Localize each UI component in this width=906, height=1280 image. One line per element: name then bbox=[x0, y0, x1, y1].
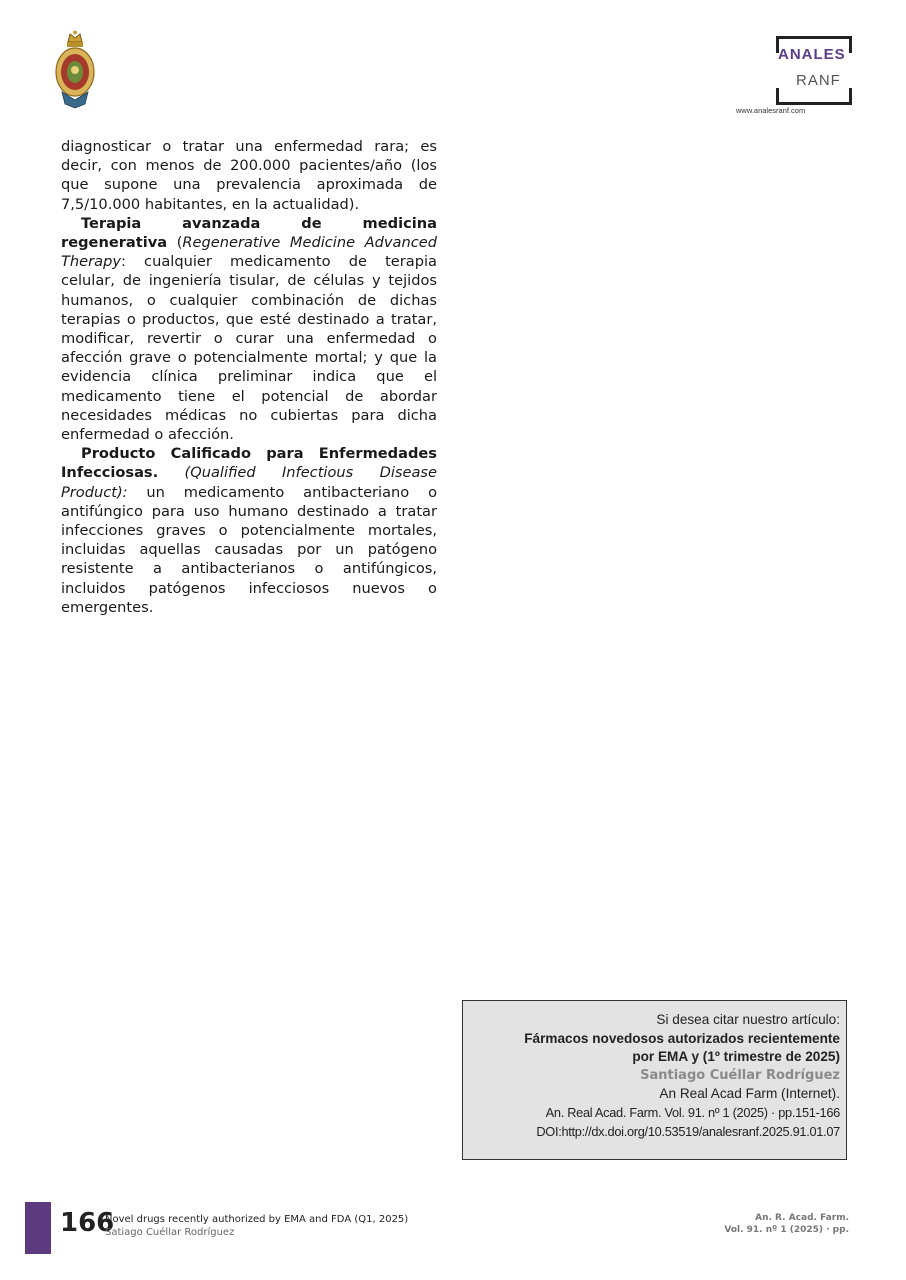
anales-ranf-logo bbox=[736, 34, 856, 120]
definition-qidp: un medicamento antibacteriano o antifúngico para uso humano destinado a tratar infecciones graves o potencialmente mortales, incluidas aquellas causadas por un patógeno resistente a antibacterianos o antifúngicos, incluidos patógenos infecciosos nuevos o emergentes. bbox=[61, 483, 437, 616]
citation-reference: An. Real Acad. Farm. Vol. 91. nº 1 (2025) · pp.151-166 bbox=[545, 1104, 840, 1120]
term-qidp: Producto Calificado para Enfermedades Infecciosas. bbox=[61, 445, 437, 482]
citation-title-line1: Fármacos novedosos autorizados recientemente bbox=[524, 1030, 840, 1046]
page-number: 166 bbox=[60, 1208, 115, 1238]
citation-journal: An Real Acad Farm (Internet). bbox=[659, 1086, 840, 1102]
citation-box bbox=[462, 1000, 847, 1160]
term-rmat-english: Regenerative Medicine Advanced Therapy bbox=[61, 234, 437, 271]
logo-text-anales: ANALES bbox=[778, 46, 846, 63]
paragraph-rare-disease: diagnosticar o tratar una enfermedad rara; es decir, con menos de 200.000 pacientes/año (los que supone una prevalencia aproximada de 7,5/10.000 habitantes, en la actualidad). bbox=[61, 138, 437, 213]
citation-author: Santiago Cuéllar Rodríguez bbox=[640, 1067, 840, 1083]
paragraph-qidp bbox=[61, 444, 437, 617]
term-qidp-english: (Qualified Infectious Disease Product): bbox=[61, 464, 437, 501]
article-text-column bbox=[61, 137, 437, 617]
footer-journal-info bbox=[724, 1212, 849, 1236]
academy-crest-logo bbox=[52, 30, 98, 110]
footer-accent-bar bbox=[25, 1202, 51, 1254]
citation-title-line2: por EMA y (1º trimestre de 2025) bbox=[632, 1049, 840, 1065]
term-rmat: Terapia avanzada de medicina regenerativa bbox=[61, 214, 437, 252]
citation-intro: Si desea citar nuestro artículo: bbox=[656, 1012, 840, 1027]
logo-url: www.analesranf.com bbox=[736, 106, 806, 115]
footer-author: Satiago Cuéllar Rodríguez bbox=[105, 1227, 235, 1238]
footer-journal-line2: Vol. 91. nº 1 (2025) · pp. bbox=[724, 1225, 849, 1235]
logo-frame-bottom bbox=[776, 88, 852, 105]
paragraph-rmat: Terapia avanzada de medicina regenerativa (Regenerative Medicine Advanced Therapy: cualquier medicamento de terapia celular, de ingeniería tisular, de células y tejidos humanos, o cualquier combinación de dichas terapias o productos, que esté destinado a tratar, modificar, revertir o curar una enfermedad o afección grave o potencialmente mortal; y que la evidencia clínica preliminar indica que el medicamento tiene el potencial de abordar necesidades médicas no cubiertas para dicha enfermedad o afección. bbox=[61, 214, 437, 444]
footer-journal-line1: An. R. Acad. Farm. bbox=[755, 1213, 849, 1223]
citation-doi: DOI:http://dx.doi.org/10.53519/analesranf.2025.91.01.07 bbox=[536, 1123, 840, 1139]
footer-article-title: Novel drugs recently authorized by EMA and FDA (Q1, 2025) bbox=[105, 1214, 409, 1225]
logo-text-ranf: RANF bbox=[796, 72, 841, 89]
definition-rmat: : cualquier medicamento de terapia celular, de ingeniería tisular, de células y tejidos humanos, o cualquier combinación de dichas terapias o productos, que esté destinado a tratar, modificar, revertir o curar una enfermedad o afección grave o potencialmente mortal; y que la evidencia clínica preliminar indica que el medicamento tiene el potencial de abordar necesidades médicas no cubiertas para dicha enfermedad o afección. bbox=[61, 253, 437, 444]
